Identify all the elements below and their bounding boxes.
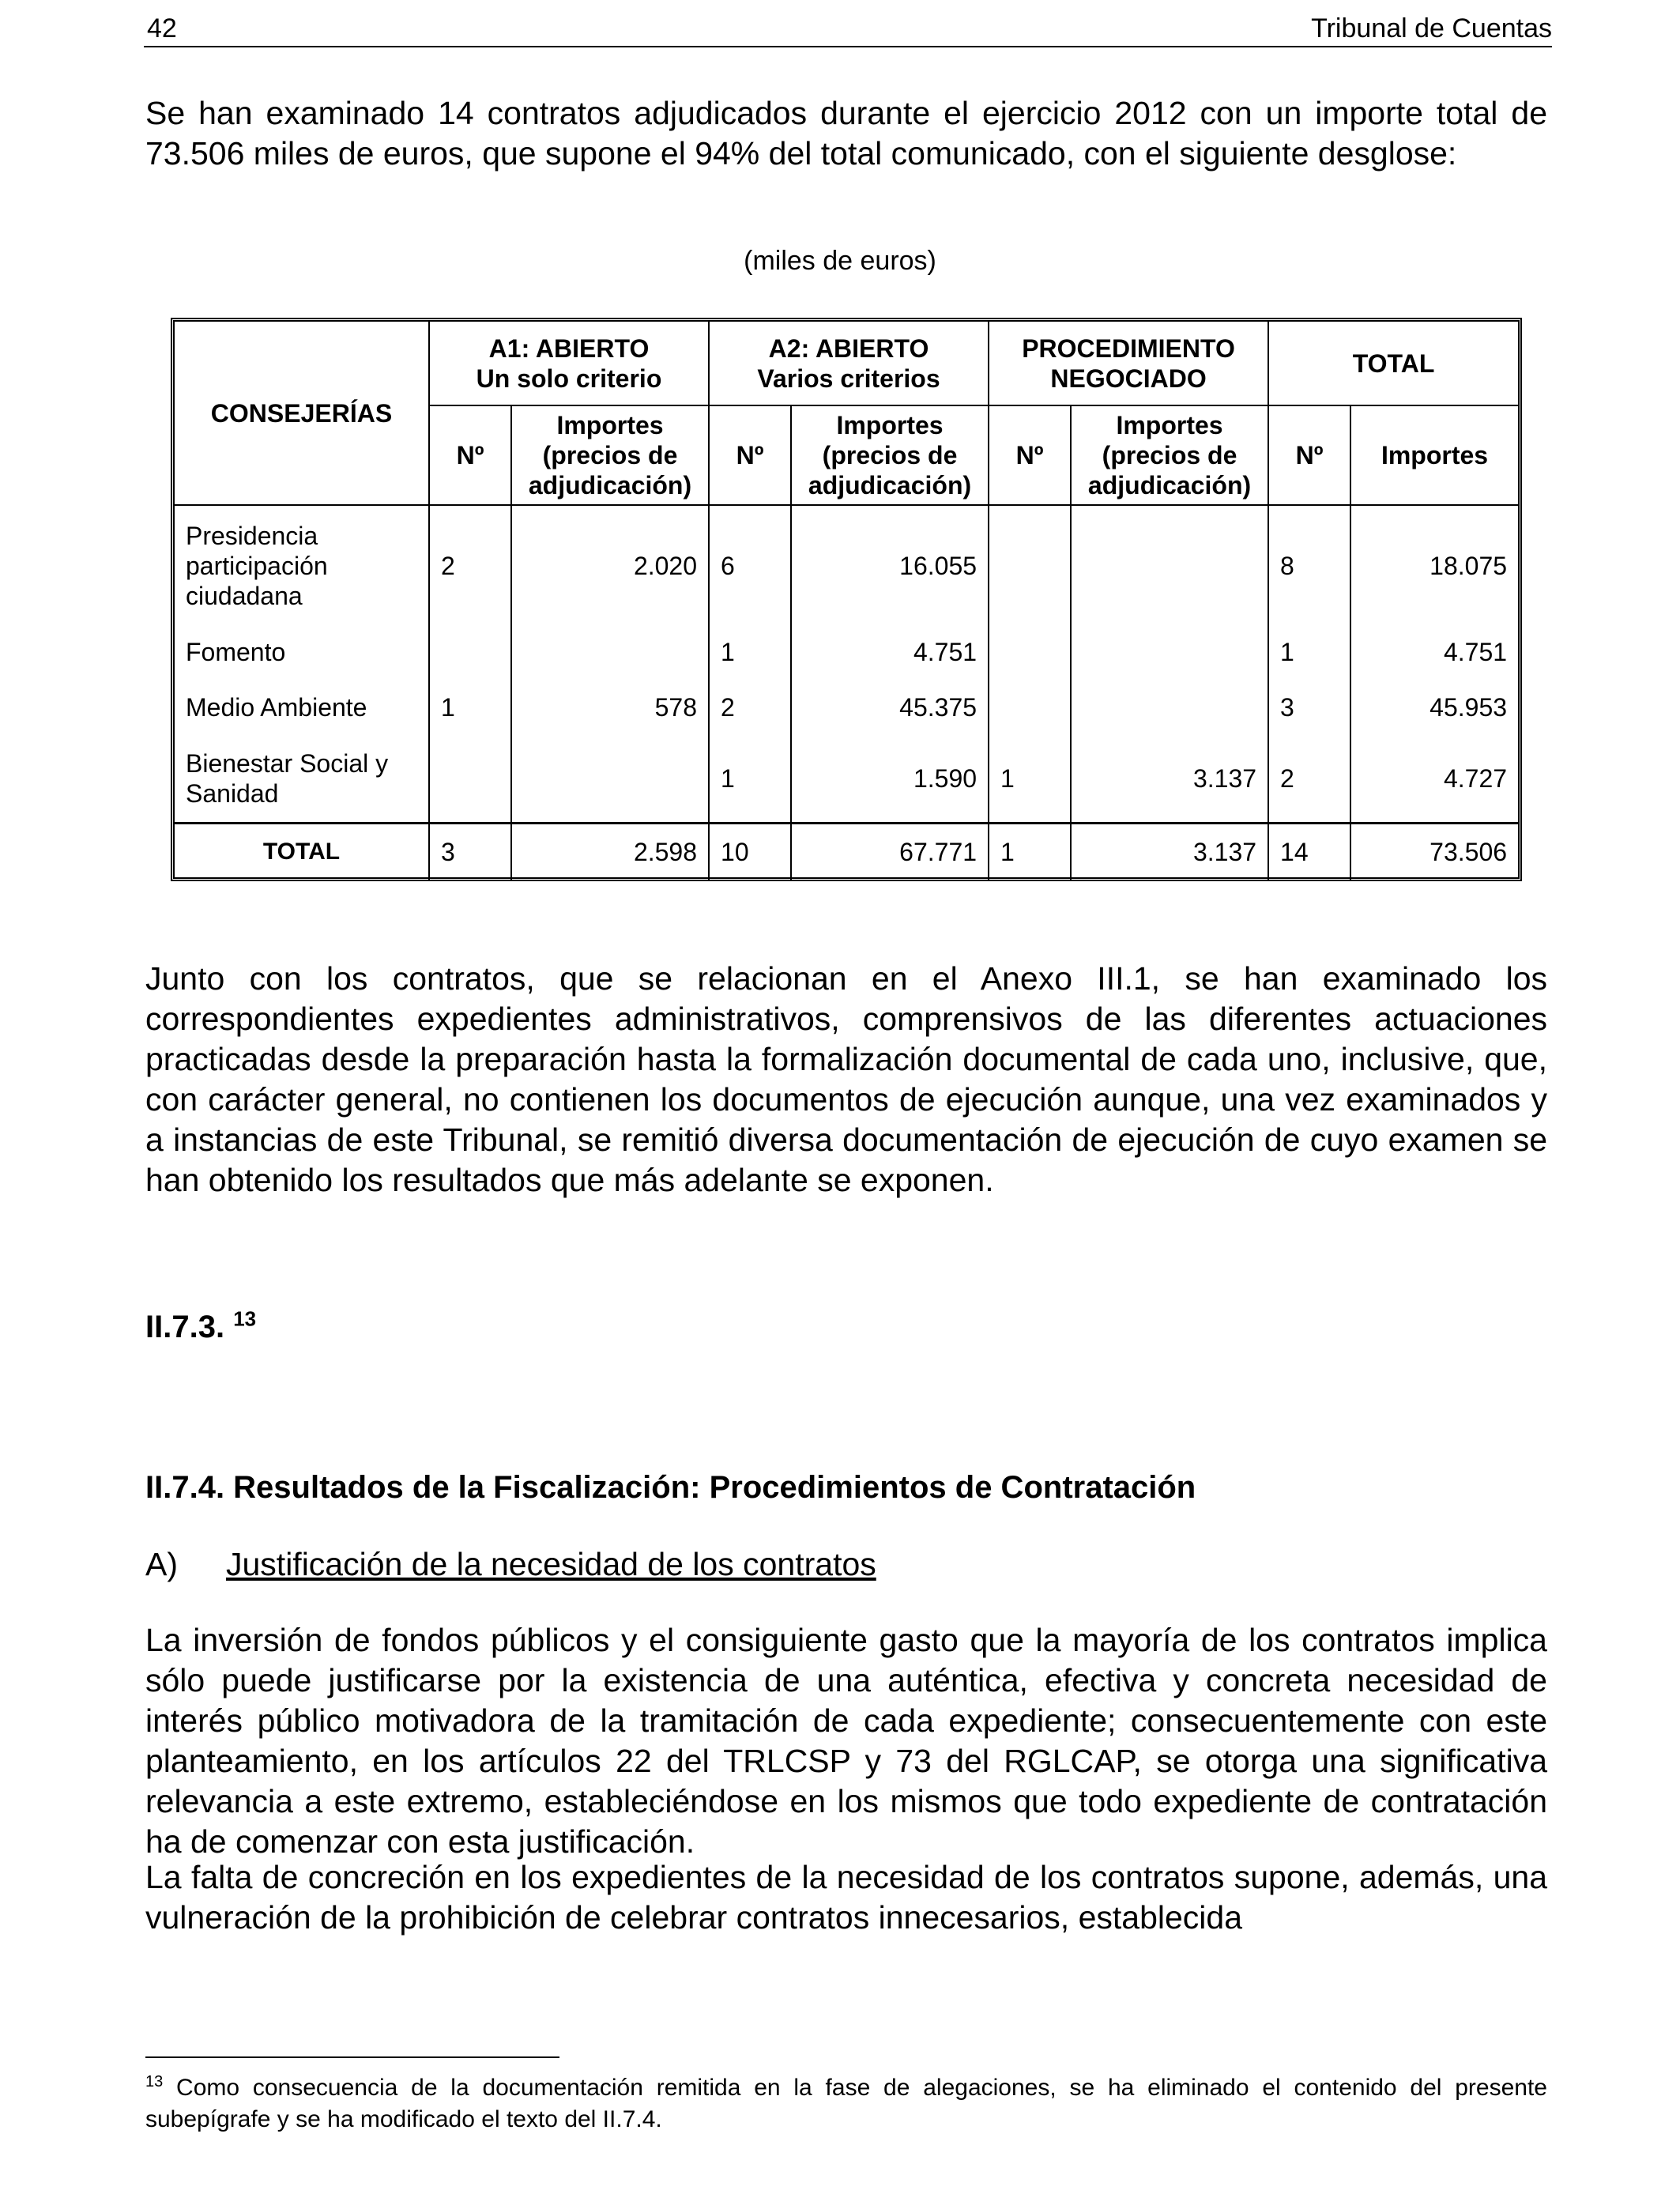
page-number: 42 bbox=[147, 13, 177, 43]
cell-total-importe: 4.727 bbox=[1350, 736, 1518, 823]
row-label: Medio Ambiente bbox=[186, 693, 367, 722]
cell-neg-importe bbox=[1071, 505, 1268, 625]
subheader-importes: Importes (precios de adjudicación) bbox=[791, 405, 989, 505]
table-row bbox=[175, 679, 1518, 736]
cell-a1-importe bbox=[511, 736, 709, 823]
cell-a1-n: 1 bbox=[429, 679, 511, 736]
cell-neg-n bbox=[989, 679, 1071, 736]
group-header-a1: A1: ABIERTO Un solo criterio bbox=[429, 322, 709, 405]
subsection-heading bbox=[145, 1544, 876, 1584]
subsection-title: Justificación de la necesidad de los contratos bbox=[226, 1546, 876, 1582]
cell-total-n: 2 bbox=[1268, 736, 1350, 823]
row-label: Presidencia participación ciudadana bbox=[186, 521, 328, 610]
total-neg-importe: 3.137 bbox=[1071, 823, 1268, 880]
cell-total-n: 1 bbox=[1268, 625, 1350, 679]
paragraph-justification: La inversión de fondos públicos y el consiguiente gasto que la mayoría de los contratos implica sólo puede justificarse por la existencia de una auténtica, efectiva y concreta necesidad de interés público motivadora de la tramitación de cada expediente; consecuentemente con este planteamiento, en los artículos 22 del TRLCSP y 73 del RGLCAP, se otorga una significativa relevancia a este extremo, estableciéndose en los mismos que todo expediente de contratación ha de comenzar con esta justificación. bbox=[145, 1622, 1547, 1860]
total-a2-importe: 67.771 bbox=[791, 823, 989, 880]
contracts-table bbox=[171, 318, 1522, 881]
cell-total-n: 8 bbox=[1268, 505, 1350, 625]
cell-a1-importe: 2.020 bbox=[511, 505, 709, 625]
cell-total-importe: 45.953 bbox=[1350, 679, 1518, 736]
footnote bbox=[145, 2072, 1547, 2136]
page-header bbox=[144, 11, 1552, 47]
section-heading-ii-7-4: II.7.4. Resultados de la Fiscalización: Procedimientos de Contratación bbox=[145, 1470, 1196, 1505]
subheader-importes: Importes (precios de adjudicación) bbox=[511, 405, 709, 505]
paragraph-annex: Junto con los contratos, que se relacionan en el Anexo III.1, se han examinado los correspondientes expedientes administrativos, comprensivos de las diferentes actuaciones practicadas desde la preparación hasta la formalización documental de cada uno, inclusive, que, con carácter general, no contienen los documentos de ejecución aunque, una vez examinados y a instancias de este Tribunal, se remitió diversa documentación de ejecución de cuyo examen se han obtenido los resultados que más adelante se exponen. bbox=[145, 960, 1547, 1198]
row-header-consejerias: CONSEJERÍAS bbox=[175, 322, 429, 505]
cell-a2-importe: 16.055 bbox=[791, 505, 989, 625]
cell-neg-importe bbox=[1071, 679, 1268, 736]
total-label: TOTAL bbox=[175, 823, 429, 880]
cell-neg-importe: 3.137 bbox=[1071, 736, 1268, 823]
subheader-n: Nº bbox=[429, 405, 511, 505]
table-unit-label: (miles de euros) bbox=[744, 246, 936, 276]
cell-neg-n: 1 bbox=[989, 736, 1071, 823]
total-a1-n: 3 bbox=[429, 823, 511, 880]
subheader-n: Nº bbox=[989, 405, 1071, 505]
cell-neg-importe bbox=[1071, 625, 1268, 679]
total-a2-n: 10 bbox=[709, 823, 791, 880]
total-neg-n: 1 bbox=[989, 823, 1071, 880]
cell-a1-n bbox=[429, 736, 511, 823]
subheader-importes: Importes (precios de adjudicación) bbox=[1071, 405, 1268, 505]
cell-neg-n bbox=[989, 505, 1071, 625]
total-a1-importe: 2.598 bbox=[511, 823, 709, 880]
group-header-total: TOTAL bbox=[1268, 322, 1518, 405]
subheader-importes-total: Importes bbox=[1350, 405, 1518, 505]
subheader-n: Nº bbox=[1268, 405, 1350, 505]
intro-paragraph: Se han examinado 14 contratos adjudicados durante el ejercicio 2012 con un importe total de 73.506 miles de euros, que supone el 94% del total comunicado, con el siguiente desglose: bbox=[145, 95, 1547, 172]
footnote-ref[interactable]: 13 bbox=[233, 1306, 257, 1331]
subheader-n: Nº bbox=[709, 405, 791, 505]
cell-a1-n bbox=[429, 625, 511, 679]
cell-total-n: 3 bbox=[1268, 679, 1350, 736]
group-header-a2: A2: ABIERTO Varios criterios bbox=[709, 322, 989, 405]
cell-a1-importe: 578 bbox=[511, 679, 709, 736]
group-header-negociado: PROCEDIMIENTO NEGOCIADO bbox=[989, 322, 1268, 405]
paragraph-prohibition: La falta de concreción en los expedientes de la necesidad de los contratos supone, además, una vulneración de la prohibición de celebrar contratos innecesarios, establecida bbox=[145, 1859, 1547, 1936]
cell-total-importe: 18.075 bbox=[1350, 505, 1518, 625]
cell-a2-n: 2 bbox=[709, 679, 791, 736]
footnote-marker: 13 bbox=[145, 2073, 164, 2090]
cell-a2-n: 6 bbox=[709, 505, 791, 625]
subsection-letter: A) bbox=[145, 1546, 178, 1582]
cell-a2-importe: 45.375 bbox=[791, 679, 989, 736]
cell-a2-n: 1 bbox=[709, 736, 791, 823]
cell-a1-importe bbox=[511, 625, 709, 679]
publisher-name: Tribunal de Cuentas bbox=[1311, 13, 1552, 43]
footnote-text: Como consecuencia de la documentación remitida en la fase de alegaciones, se ha eliminado el contenido del presente subepígrafe y se ha modificado el texto del II.7.4. bbox=[145, 2075, 1547, 2132]
cell-a2-importe: 1.590 bbox=[791, 736, 989, 823]
table-row bbox=[175, 736, 1518, 823]
cell-neg-n bbox=[989, 625, 1071, 679]
row-label: Fomento bbox=[186, 638, 286, 666]
total-total-n: 14 bbox=[1268, 823, 1350, 880]
row-label: Bienestar Social y Sanidad bbox=[186, 749, 389, 809]
total-total-importe: 73.506 bbox=[1350, 823, 1518, 880]
table-row bbox=[175, 625, 1518, 679]
table-row bbox=[175, 505, 1518, 625]
footnote-divider bbox=[145, 2056, 559, 2058]
cell-a2-n: 1 bbox=[709, 625, 791, 679]
cell-a1-n: 2 bbox=[429, 505, 511, 625]
section-heading-ii-7-3: II.7.3. $^{13}$ bbox=[145, 1306, 257, 1344]
cell-a2-importe: 4.751 bbox=[791, 625, 989, 679]
total-row bbox=[175, 823, 1518, 880]
cell-total-importe: 4.751 bbox=[1350, 625, 1518, 679]
